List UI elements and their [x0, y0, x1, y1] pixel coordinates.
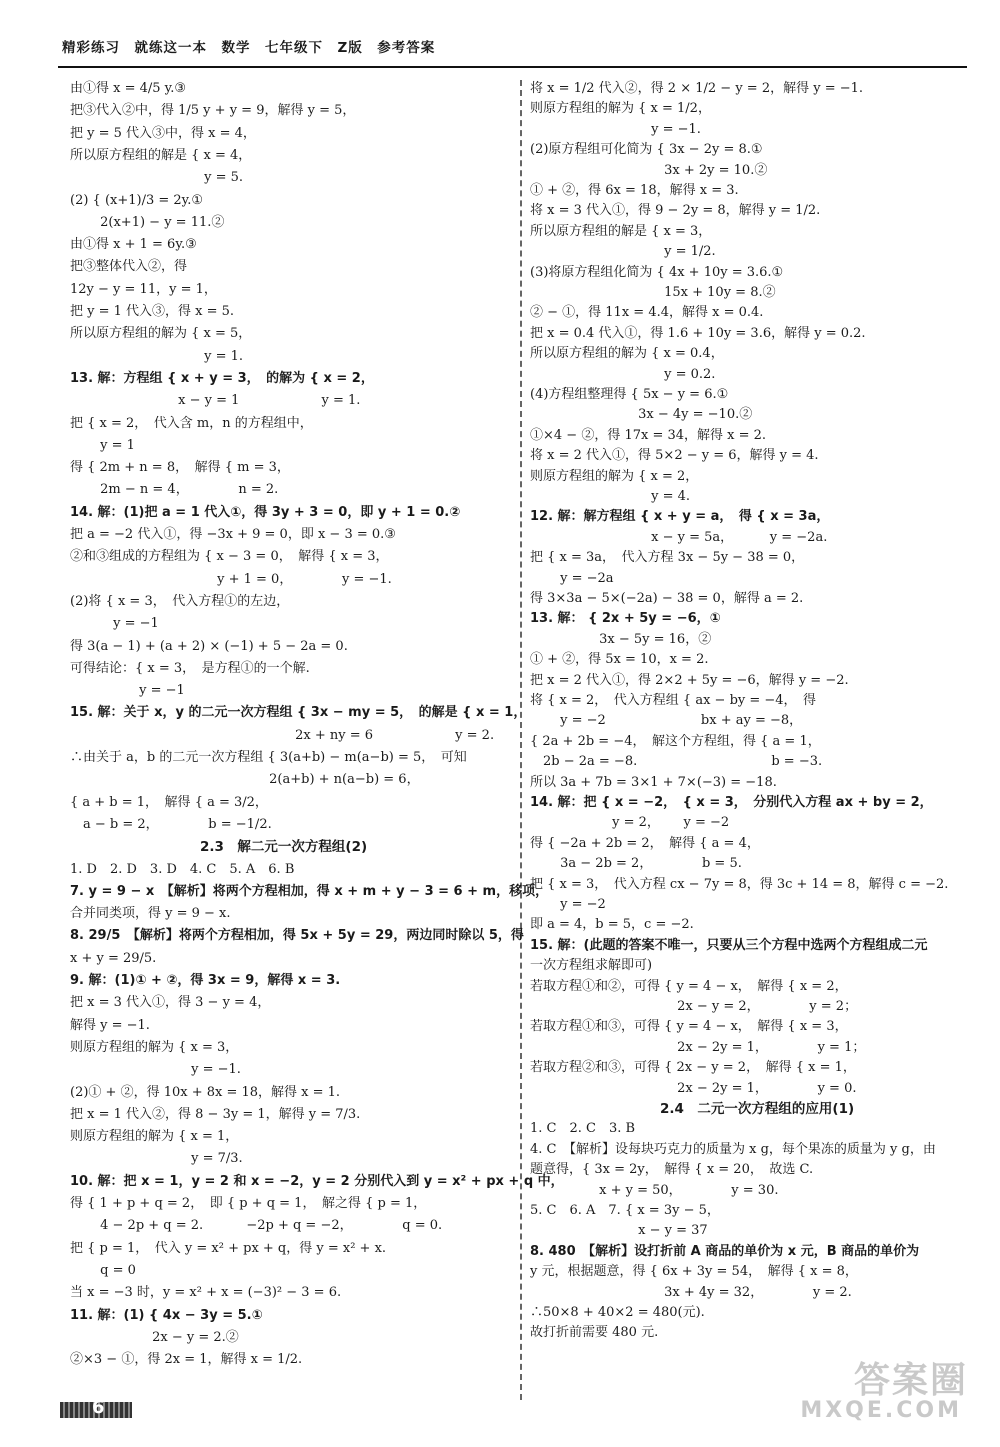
text-line: 将 x = 3 代入①，得 9 − 2y = 8，解得 y = 1/2. [530, 203, 821, 219]
text-line: 2(x+1) − y = 11.② [70, 214, 225, 230]
text-line: 若取方程①和②，可得 { y = 4 − x， 解得 { x = 2， [530, 978, 848, 994]
text-line: y = −1. [530, 121, 701, 137]
text-line: 15. 解：(此题的答案不唯一，只要从三个方程中选两个方程组成二元 [530, 937, 928, 953]
text-line: 得 { 2m + n = 8， 解得 { m = 3， [70, 460, 290, 476]
text-line: 可得结论：{ x = 3， 是方程①的一个解. [70, 660, 310, 676]
text-line: ②和③组成的方程组为 { x − 3 = 0， 解得 { x = 3， [70, 549, 389, 565]
text-line: 2.4 二元一次方程组的应用(1) [660, 1101, 855, 1117]
text-line: y = 1. [70, 348, 244, 364]
text-line: { a + b = 1， 解得 { a = 3/2， [70, 794, 268, 810]
text-line: x + y = 50， y = 30. [530, 1182, 779, 1198]
text-line: 则原方程组的解为 { x = 3， [70, 1039, 239, 1055]
text-line: 则原方程组的解为 { x = 2， [530, 468, 699, 484]
text-line: 14. 解：把 { x = −2， { x = 3， 分别代入方程 ax + by = 2， [530, 795, 933, 810]
text-line: 所以原方程组的解是 { x = 3， [530, 223, 712, 239]
text-line: 2x − 2y = 1， y = 0. [530, 1080, 857, 1096]
text-line: y = −2 [530, 897, 606, 912]
text-line: 则原方程组的解为 { x = 1/2， [530, 101, 711, 117]
text-line: 将 x = 1/2 代入②，得 2 × 1/2 − y = 2，解得 y = −1. [530, 81, 864, 96]
text-line: x + y = 29/5. [70, 950, 157, 966]
text-line: (2)将 { x = 3， 代入方程①的左边， [70, 593, 290, 609]
text-line: ② − ①，得 11x = 4.4，解得 x = 0.4. [530, 305, 764, 321]
text-line: 15x + 10y = 8.② [530, 285, 776, 300]
text-line: 把 x = 3 代入①，得 3 − y = 4， [70, 995, 271, 1011]
text-line: 把 { x = 3a， 代入方程 3x − 5y − 38 = 0， [530, 550, 805, 566]
text-line: 即 a = 4，b = 5，c = −2. [530, 917, 694, 933]
text-line: ① + ②，得 6x = 18，解得 x = 3. [530, 183, 739, 198]
text-line: 得 3(a − 1) + (a + 2) × (−1) + 5 − 2a = 0. [70, 638, 348, 654]
text-line: 7. y = 9 − x 【解析】将两个方程相加，得 x + m + y − 3 = 6 + m，移项， [70, 883, 549, 899]
text-line: 所以原方程组的解为 { x = 0.4， [530, 346, 724, 362]
text-line: y = 4. [530, 489, 691, 504]
text-line: y = −2a [530, 570, 614, 586]
text-line: q = 0 [70, 1262, 136, 1278]
text-line: x − y = 1 y = 1. [70, 393, 361, 409]
text-line: 故打折前需要 480 元. [530, 1325, 659, 1341]
text-line: y = −1 [70, 616, 159, 632]
text-line: 2m − n = 4， n = 2. [70, 482, 279, 498]
text-line: 2b − 2a = −8. b = −3. [530, 754, 823, 770]
text-line: 8. 29/5 【解析】将两个方程相加，得 5x + 5y = 29，两边同时除以 5，得 [70, 928, 524, 944]
text-line: ∴50×8 + 40×2 = 480(元). [530, 1305, 705, 1320]
text-line: x − y = 5a， y = −2a. [530, 529, 828, 545]
text-line: 所以 3a + 7b = 3×1 + 7×(−3) = −18. [530, 774, 777, 790]
text-line: 把③代入②中，得 1/5 y + y = 9，解得 y = 5， [70, 103, 356, 119]
text-line: (3)将原方程组化简为 { 4x + 10y = 3.6.① [530, 264, 784, 280]
text-line: 1. D 2. D 3. D 4. C 5. A 6. B [70, 861, 295, 877]
page-number: 6 [92, 1397, 105, 1418]
text-line: 3a − 2b = 2， b = 5. [530, 856, 742, 872]
column-divider [520, 80, 522, 1400]
text-line: 把 x = 0.4 代入①，得 1.6 + 10y = 3.6，解得 y = 0.2. [530, 325, 866, 341]
text-line: (2) { (x+1)/3 = 2y.① [70, 192, 204, 208]
text-line: 得 { 1 + p + q = 2， 即 { p + q = 1， 解之得 { p = 1， [70, 1196, 427, 1211]
text-line: 由①得 x = 4/5 y.③ [70, 81, 187, 96]
text-line: 题意得，{ 3x = 2y， 解得 { x = 20， 故选 C. [530, 1162, 814, 1178]
text-line: 2x + ny = 6 y = 2. [70, 727, 495, 743]
text-line: 3x + 4y = 32， y = 2. [530, 1284, 852, 1300]
text-line: 12. 解：解方程组 { x + y = a， 得 { x = 3a， [530, 509, 830, 525]
text-line: 一次方程组求解即可) [530, 958, 653, 974]
text-line: 把 { x = 3， 代入方程 cx − 7y = 8，得 3c + 14 = 8，解得 c = −2. [530, 876, 949, 892]
text-line: y = −1 [70, 683, 185, 699]
text-line: 将 { x = 2， 代入方程组 { ax − by = −4， 得 [530, 693, 817, 708]
text-line: 解得 y = −1. [70, 1017, 150, 1033]
text-line: ②×3 − ①，得 2x = 1，解得 x = 1/2. [70, 1352, 303, 1368]
text-line: 把 { x = 2， 代入含 m，n 的方程组中， [70, 415, 313, 431]
text-line: { 2a + 2b = −4， 解这个方程组，得 { a = 1， [530, 733, 821, 749]
text-line: 所以原方程组的解为 { x = 5， [70, 326, 252, 342]
text-line: 1. C 2. C 3. B [530, 1121, 636, 1137]
text-line: ①×4 − ②，得 17x = 34，解得 x = 2. [530, 427, 767, 443]
text-line: 3x − 5y = 16，② [530, 631, 712, 647]
text-line: 由①得 x + 1 = 6y.③ [70, 237, 197, 253]
text-line: (2)原方程组可化简为 { 3x − 2y = 8.① [530, 142, 763, 158]
text-line: 把 { p = 1， 代入 y = x² + px + q，得 y = x² + x. [70, 1240, 387, 1256]
text-line: y = −1. [70, 1062, 241, 1078]
text-line: 4 − 2p + q = 2. −2p + q = −2， q = 0. [70, 1218, 443, 1234]
text-line: 将 x = 2 代入①，得 5×2 − y = 6，解得 y = 4. [530, 448, 819, 464]
text-line: 若取方程②和③，可得 { 2x − y = 2， 解得 { x = 1， [530, 1060, 856, 1076]
text-line: y = −2 bx + ay = −8， [530, 713, 803, 729]
text-line: 2x − y = 2， y = 2； [530, 999, 858, 1014]
text-line: 13. 解：方程组 { x + y = 3， 的解为 { x = 2， [70, 370, 374, 386]
text-line: 则原方程组的解为 { x = 1， [70, 1129, 239, 1145]
text-line: y = 1/2. [530, 244, 716, 260]
text-line: 10. 解：把 x = 1，y = 2 和 x = −2，y = 2 分别代入到 y = x² + px + q 中， [70, 1173, 564, 1189]
text-line: 2x − 2y = 1， y = 1； [530, 1039, 866, 1055]
text-line: y = 7/3. [70, 1151, 243, 1167]
text-line: 12y − y = 11，y = 1， [70, 281, 217, 297]
text-line: 2(a+b) + n(a−b) = 6， [70, 772, 420, 788]
text-line: y = 5. [70, 170, 244, 186]
text-line: 3x + 2y = 10.② [530, 162, 768, 178]
text-line: 把 a = −2 代入①，得 −3x + 9 = 0，即 x − 3 = 0.③ [70, 527, 396, 542]
watermark-logo: 答案圈 [853, 1360, 968, 1401]
text-line: ① + ②，得 5x = 10，x = 2. [530, 652, 709, 668]
watermark-url: MXQE.COM [800, 1398, 962, 1423]
text-line: (4)方程组整理得 { 5x − y = 6.① [530, 387, 729, 402]
text-line: 2x − y = 2.② [70, 1329, 239, 1345]
text-line: y = 1 [70, 437, 135, 453]
text-line: 得 3×3a − 5×(−2a) − 38 = 0，解得 a = 2. [530, 591, 804, 606]
text-line: 9. 解：(1)① + ②，得 3x = 9，解得 x = 3. [70, 973, 341, 988]
text-line: 把 x = 2 代入①，得 2×2 + 5y = −6，解得 y = −2. [530, 672, 849, 688]
text-line: y = 2， y = −2 [530, 815, 730, 831]
text-line: 15. 解：关于 x，y 的二元一次方程组 { 3x − my = 5， 的解是 { x = 1， [70, 705, 527, 721]
text-line: y = 0.2. [530, 366, 716, 382]
text-line: y + 1 = 0， y = −1. [70, 571, 392, 587]
text-line: 把 y = 5 代入③中，得 x = 4， [70, 125, 256, 141]
text-line: y 元，根据题意，得 { 6x + 3y = 54， 解得 { x = 8， [530, 1264, 858, 1280]
page-header: 精彩练习 就练这一本 数学 七年级下 Z版 参考答案 [62, 40, 436, 56]
text-line: 2.3 解二元一次方程组(2) [200, 839, 368, 856]
text-line: 8. 480 【解析】设打折前 A 商品的单价为 x 元，B 商品的单价为 [530, 1243, 920, 1259]
text-line: 得 { −2a + 2b = 2， 解得 { a = 4， [530, 835, 760, 851]
text-line: 若取方程①和③，可得 { y = 4 − x， 解得 { x = 3， [530, 1019, 848, 1035]
text-line: 14. 解：(1)把 a = 1 代入①，得 3y + 3 = 0，即 y + 1 = 0.② [70, 504, 461, 520]
text-line: 13. 解： { 2x + 5y = −6，① [530, 611, 721, 627]
text-line: (2)① + ②，得 10x + 8x = 18，解得 x = 1. [70, 1084, 341, 1100]
text-line: 4. C 【解析】设每块巧克力的质量为 x g，每个果冻的质量为 y g，由 [530, 1141, 936, 1157]
text-line: 所以原方程组的解是 { x = 4， [70, 147, 252, 163]
header-rule [58, 66, 967, 68]
text-line: 5. C 6. A 7. { x = 3y − 5， [530, 1203, 720, 1218]
text-line: ∴由关于 a，b 的二元一次方程组 { 3(a+b) − m(a−b) = 5， 可知 [70, 750, 467, 765]
text-line: 把③整体代入②，得 [70, 259, 188, 275]
text-line: 11. 解：(1) { 4x − 3y = 5.① [70, 1307, 263, 1323]
text-line: x − y = 37 [530, 1223, 708, 1239]
text-line: 把 x = 1 代入②，得 8 − 3y = 1，解得 y = 7/3. [70, 1106, 361, 1122]
text-line: 合并同类项，得 y = 9 − x. [70, 906, 231, 922]
text-line: 把 y = 1 代入③，得 x = 5. [70, 304, 235, 319]
text-line: 当 x = −3 时，y = x² + x = (−3)² − 3 = 6. [70, 1285, 342, 1301]
text-line: a − b = 2， b = −1/2. [70, 816, 272, 832]
text-line: 3x − 4y = −10.② [530, 407, 753, 423]
